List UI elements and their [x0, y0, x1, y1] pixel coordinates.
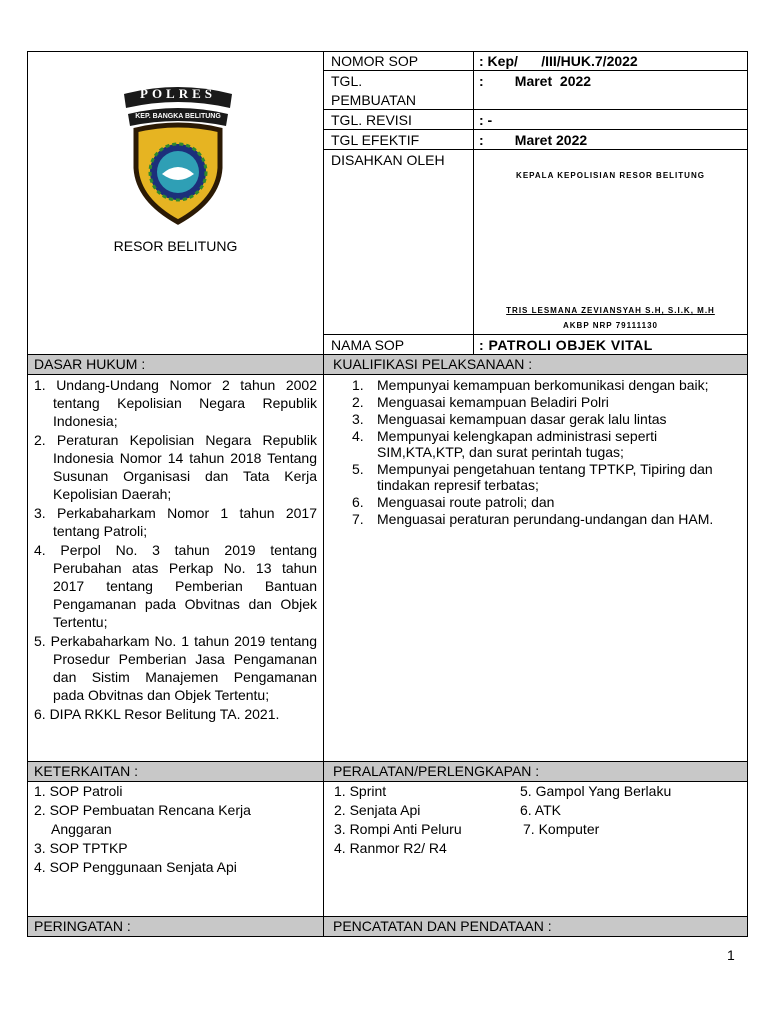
list-item: 3. Menguasai kemampuan dasar gerak lalu lintas: [352, 411, 667, 427]
org-name: RESOR BELITUNG: [113, 238, 238, 254]
peralatan-list-left: [334, 782, 462, 858]
peralatan-title: PERALATAN/PERLENGKAPAN :: [333, 763, 540, 779]
list-item: 4. Perpol No. 3 tahun 2019 tentang Perubahan atas Perkap No. 13 tahun 2017 tentang Pemberian Bantuan Pengamanan pada Obvitnas dan Objek Tertentu;: [34, 542, 317, 630]
list-item: 7. Menguasai peraturan perundang-undangan dan HAM.: [352, 511, 714, 527]
approver-name: TRIS LESMANA ZEVIANSYAH S.H, S.I.K, M.H: [506, 306, 715, 315]
list-item: 4. Mempunyai kelengkapan administrasi seperti SIM,KTA,KTP, dan surat perintah tugas;: [352, 428, 658, 460]
keterkaitan-list: [34, 782, 251, 877]
list-item: 5. Perkabaharkam No. 1 tahun 2019 tentang Prosedur Pemberian Jasa Pengamanan dan Sistim Manajemen Pengamanan pada Obvitnas dan Objek Tertentu;: [34, 633, 317, 703]
approver-title: KEPALA KEPOLISIAN RESOR BELITUNG: [516, 171, 705, 180]
peringatan-title: PERINGATAN :: [34, 918, 131, 934]
tgl-efektif-label: TGL EFEKTIF: [331, 132, 420, 148]
list-item: 2. Menguasai kemampuan Beladiri Polri: [352, 394, 609, 410]
kualifikasi-list: [352, 377, 732, 527]
peralatan-list-right: [520, 782, 671, 839]
list-item: 6. ATK: [520, 802, 561, 818]
keterkaitan-title: KETERKAITAN :: [34, 763, 138, 779]
nama-sop-label: NAMA SOP: [331, 337, 405, 353]
polres-logo: POLRES KEP. BANGKA BELITUNG: [118, 82, 238, 227]
list-item: 1. Mempunyai kemampuan berkomunikasi dengan baik;: [352, 377, 709, 393]
list-item: 5. Gampol Yang Berlaku: [520, 783, 672, 799]
disahkan-oleh-label: DISAHKAN OLEH: [331, 152, 445, 168]
list-item: Anggaran: [51, 821, 112, 837]
approver-rank: AKBP NRP 79111130: [563, 321, 658, 330]
tgl-efektif-value: : Maret 2022: [479, 132, 588, 148]
list-item: 5. Mempunyai pengetahuan tentang TPTKP, Tipiring dan tindakan represif terbatas;: [352, 461, 713, 493]
pencatatan-title: PENCATATAN DAN PENDATAAN :: [333, 918, 552, 934]
list-item: 2. Senjata Api: [334, 802, 421, 818]
list-item: 6. Menguasai route patroli; dan: [352, 494, 555, 510]
nama-sop-value: : PATROLI OBJEK VITAL: [479, 337, 653, 353]
tgl-pembuatan-label: TGL. PEMBUATAN: [331, 73, 417, 108]
list-item: 2. SOP Pembuatan Rencana Kerja: [34, 802, 251, 818]
list-item: 4. SOP Penggunaan Senjata Api: [34, 859, 237, 875]
nomor-sop-value: : Kep/ /III/HUK.7/2022: [479, 53, 638, 69]
kualifikasi-title: KUALIFIKASI PELAKSANAAN :: [333, 356, 533, 372]
list-item: 3. Perkabaharkam Nomor 1 tahun 2017 tentang Patroli;: [34, 505, 317, 539]
page-number: 1: [727, 947, 735, 963]
list-item: 1. Sprint: [334, 783, 387, 799]
list-item: 7. Komputer: [523, 821, 600, 837]
tgl-revisi-value: : -: [479, 112, 493, 128]
list-item: 1. SOP Patroli: [34, 783, 123, 799]
dasar-hukum-list: [34, 376, 317, 723]
nomor-sop-label: NOMOR SOP: [331, 53, 419, 69]
dasar-hukum-title: DASAR HUKUM :: [34, 356, 146, 372]
list-item: 2. Peraturan Kepolisian Negara Republik Indonesia Nomor 14 tahun 2018 Tentang Susunan Organisasi dan Tata Kerja Kepolisian Daerah;: [34, 432, 317, 502]
tgl-pembuatan-value: : Maret 2022: [479, 73, 592, 89]
tgl-revisi-label: TGL. REVISI: [331, 112, 412, 128]
list-item: 6. DIPA RKKL Resor Belitung TA. 2021.: [34, 706, 280, 722]
list-item: 3. Rompi Anti Peluru: [334, 821, 462, 837]
list-item: 4. Ranmor R2/ R4: [334, 840, 447, 856]
list-item: 1. Undang-Undang Nomor 2 tahun 2002 tentang Kepolisian Negara Republik Indonesia;: [34, 377, 317, 429]
list-item: 3. SOP TPTKP: [34, 840, 128, 856]
